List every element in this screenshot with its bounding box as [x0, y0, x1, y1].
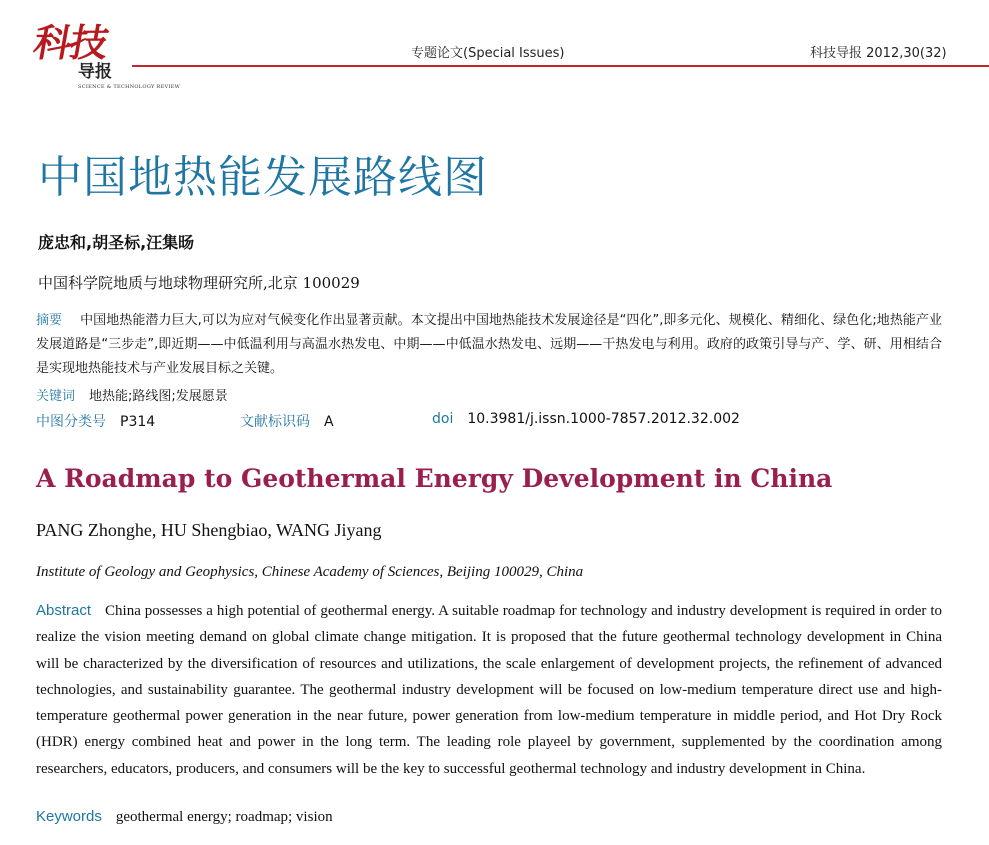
- abstract-text-english: China possesses a high potential of geothermal energy. A suitable roadmap for technology and industry development is required in order to realize the vision meeting demand on global climate change mitigation. It is proposed that the future geothermal technology development in China will be characterized by the diversification of resources and utilizations, the scale enlargement of development projects, the refinement of advanced technologies, and sustainability guarantee. The geothermal industry development will be focused on low-medium temperature direct use and high- temperature geothermal power generation in the near future, power generation from low-medium temperature in middle period, and Hot Dry Rock (HDR) energy combined heat and power in the long term. The leading role playeel by government, supplemented by the coordination among researchers, educators, producers, and consumers will be the key to successful geothermal technology and industry development in China.: [36, 603, 942, 777]
- issue-type: 专题论文(Special Issues): [411, 46, 565, 61]
- abstract-chinese: [36, 309, 942, 381]
- clc-label: 中图分类号: [36, 414, 106, 430]
- keywords-chinese: [36, 385, 228, 404]
- doi: [432, 411, 740, 427]
- doi-label: doi: [432, 411, 454, 427]
- logo-main-text: 科技: [30, 20, 111, 65]
- header-rule: [132, 65, 989, 67]
- title-english: A Roadmap to Geothermal Energy Development in China: [36, 464, 833, 493]
- abstract-label-chinese: 摘要: [36, 313, 63, 328]
- keywords-text-chinese: 地热能;路线图;发展愿景: [89, 389, 228, 404]
- journal-logo: [30, 20, 181, 96]
- abstract-label-english: Abstract: [36, 602, 92, 619]
- classification-row: [36, 411, 942, 435]
- affiliation-chinese: 中国科学院地质与地球物理研究所,北京 100029: [38, 274, 360, 292]
- doi-value[interactable]: 10.3981/j.issn.1000-7857.2012.32.002: [467, 411, 740, 427]
- keywords-label-chinese: 关键词: [36, 389, 76, 404]
- abstract-english: [36, 598, 942, 782]
- authors-chinese: 庞忠和,胡圣标,汪集旸: [38, 233, 195, 252]
- document-code: [240, 411, 334, 431]
- page-header: [0, 0, 989, 100]
- keywords-text-english: geothermal energy; roadmap; vision: [115, 809, 333, 825]
- abstract-text-chinese: 中国地热能潜力巨大,可以为应对气候变化作出显著贡献。本文提出中国地热能技术发展途径是“四化”,即多元化、规模化、精细化、绿色化;地热能产业发展道路是“三步走”,即近期——中低温利用与高温水热发电、中期——中低温水热发电、远期——干热发电与利用。政府的政策引导与产、学、研、用相结合是实现地热能技术与产业发展目标之关键。: [36, 313, 942, 376]
- title-chinese: 中国地热能发展路线图: [38, 152, 488, 203]
- document-code-label: 文献标识码: [240, 414, 310, 430]
- keywords-english: [36, 808, 333, 826]
- logo-sub-text: 导报: [78, 62, 112, 82]
- document-code-value: A: [324, 414, 334, 430]
- keywords-label-english: Keywords: [36, 808, 102, 825]
- affiliation-english: Institute of Geology and Geophysics, Chinese Academy of Sciences, Beijing 100029, China: [36, 564, 584, 580]
- clc-number: [36, 411, 155, 431]
- logo-tagline: SCIENCE & TECHNOLOGY REVIEW: [78, 84, 181, 90]
- authors-english: PANG Zhonghe, HU Shengbiao, WANG Jiyang: [36, 520, 382, 540]
- journal-citation: 科技导报 2012,30(32): [810, 46, 947, 61]
- clc-value: P314: [120, 414, 156, 430]
